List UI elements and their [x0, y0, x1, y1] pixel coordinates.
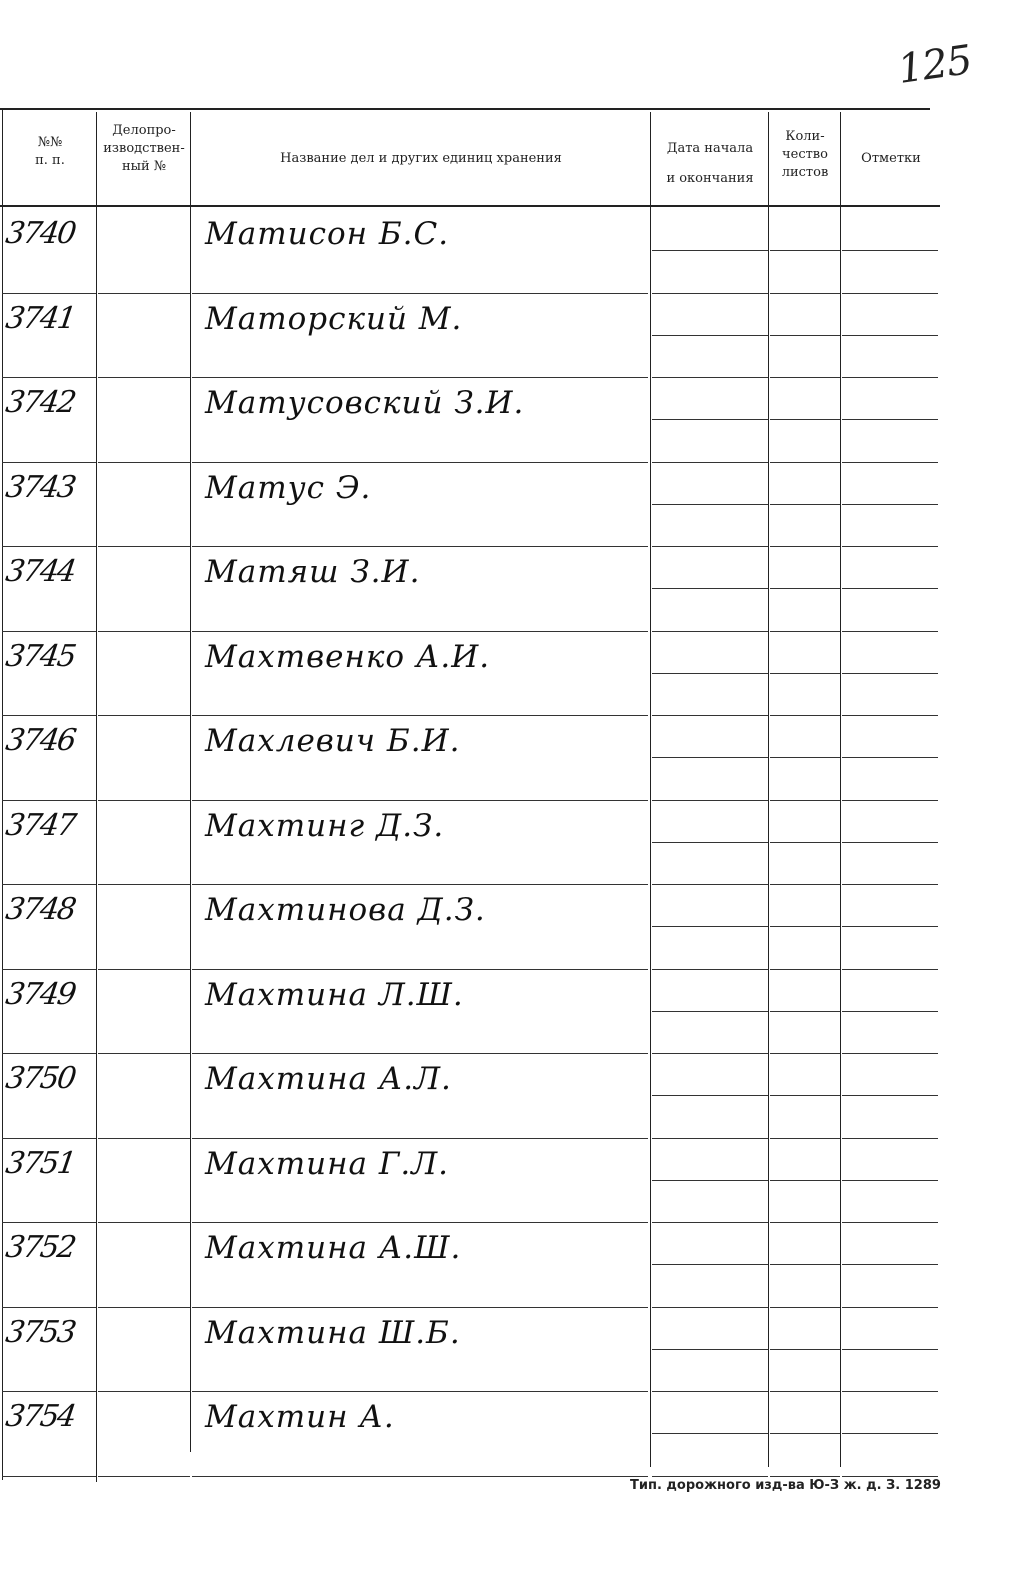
ruling-line [192, 1222, 648, 1223]
ruling-line [652, 1011, 768, 1012]
ruling-line [842, 1476, 938, 1477]
ruling-line [842, 462, 938, 463]
ruling-line [842, 1222, 938, 1223]
ruling-line [2, 969, 96, 970]
ruling-line [192, 1138, 648, 1139]
row-name: Махтина Л.Ш. [205, 976, 464, 1013]
row-name: Маторский М. [205, 300, 463, 337]
ruling-line [652, 462, 768, 463]
ruling-line [192, 377, 648, 378]
row-number: 3752 [3, 1230, 77, 1265]
printer-footer: Тип. дорожного изд-ва Ю-З ж. д. З. 1289 [630, 1478, 941, 1493]
ruling-line [652, 800, 768, 801]
ruling-line [842, 504, 938, 505]
row-number: 3747 [3, 807, 77, 843]
row-name: Махтинг Д.З. [205, 807, 445, 844]
ruling-line [770, 926, 840, 927]
row-number: 3750 [3, 1061, 77, 1096]
ruling-line [842, 969, 938, 970]
ruling-line [770, 1307, 840, 1308]
header-notes: Отметки [861, 151, 921, 166]
row-number: 3748 [3, 892, 77, 927]
ruling-line [98, 462, 190, 463]
ruling-line [770, 504, 840, 505]
row-number: 3742 [3, 385, 77, 420]
ruling-line [842, 546, 938, 547]
ruling-line [652, 1222, 768, 1223]
col-divider [840, 112, 841, 1467]
ruling-line [842, 842, 938, 843]
ruling-line [770, 1011, 840, 1012]
ruling-line [770, 969, 840, 970]
ruling-line [770, 250, 840, 251]
ruling-line [842, 1264, 938, 1265]
ruling-line [652, 335, 768, 336]
ruling-line [770, 1476, 840, 1477]
row-number: 3745 [3, 638, 77, 674]
ruling-line [770, 1095, 840, 1096]
ruling-line [98, 1138, 190, 1139]
ruling-line [192, 1476, 648, 1477]
row-name: Махтинова Д.З. [205, 892, 486, 928]
row-name: Махтина Ш.Б. [205, 1314, 461, 1351]
ruling-line [652, 842, 768, 843]
ruling-line [770, 757, 840, 758]
ruling-line [842, 673, 938, 674]
ruling-line [842, 250, 938, 251]
ruling-line [98, 546, 190, 547]
ruling-line [192, 1053, 648, 1054]
page-number: 125 [895, 37, 975, 93]
row-number: 3751 [3, 1145, 77, 1181]
ruling-line [652, 715, 768, 716]
ruling-line [770, 1222, 840, 1223]
col-divider [190, 112, 191, 1452]
row-name: Матус Э. [205, 469, 372, 506]
ruling-line [770, 1053, 840, 1054]
row-name: Махтвенко А.И. [205, 638, 491, 675]
ruling-line [2, 884, 96, 885]
ruling-line [842, 588, 938, 589]
header-rule [0, 205, 940, 207]
ruling-line [192, 800, 648, 801]
ruling-line [842, 1053, 938, 1054]
ruling-line [842, 1011, 938, 1012]
ruling-line [652, 673, 768, 674]
ruling-line [770, 462, 840, 463]
ruling-line [770, 715, 840, 716]
row-name: Махтин А. [205, 1399, 395, 1435]
row-name: Махлевич Б.И. [205, 723, 461, 759]
row-number: 3753 [3, 1314, 77, 1350]
top-rule [0, 108, 930, 110]
ruling-line [192, 462, 648, 463]
row-name: Матисон Б.С. [205, 216, 450, 252]
ruling-line [770, 1180, 840, 1181]
ruling-line [192, 1307, 648, 1308]
ruling-line [2, 462, 96, 463]
col-divider [2, 110, 3, 1480]
header-office: Делопро- изводствен- ный № [103, 123, 185, 174]
ruling-line [2, 293, 96, 294]
ruling-line [98, 1053, 190, 1054]
ruling-line [842, 335, 938, 336]
row-number: 3744 [3, 554, 77, 589]
ruling-line [770, 588, 840, 589]
ruling-line [2, 1476, 96, 1477]
ruling-line [842, 1391, 938, 1392]
ruling-line [98, 800, 190, 801]
row-name: Махтина А.Ш. [205, 1230, 462, 1266]
ruling-line [2, 715, 96, 716]
ruling-line [2, 1138, 96, 1139]
ruling-line [770, 377, 840, 378]
ruling-line [770, 546, 840, 547]
ruling-line [842, 800, 938, 801]
ruling-line [842, 757, 938, 758]
ruling-line [770, 1349, 840, 1350]
ruling-line [2, 1391, 96, 1392]
ruling-line [652, 757, 768, 758]
ruling-line [192, 715, 648, 716]
ruling-line [652, 1095, 768, 1096]
ruling-line [770, 800, 840, 801]
row-number: 3746 [3, 723, 77, 758]
ruling-line [2, 800, 96, 801]
ruling-line [652, 926, 768, 927]
col-divider [650, 112, 651, 1467]
ruling-line [842, 1307, 938, 1308]
ruling-line [770, 673, 840, 674]
ruling-line [770, 1138, 840, 1139]
row-number: 3740 [3, 216, 77, 251]
ruling-line [770, 1433, 840, 1434]
header-dates: Дата начала и окончания [666, 141, 754, 186]
ruling-line [842, 631, 938, 632]
ruling-line [98, 884, 190, 885]
ruling-line [842, 715, 938, 716]
ruling-line [842, 1138, 938, 1139]
row-number: 3754 [3, 1399, 77, 1434]
ruling-line [770, 1391, 840, 1392]
ruling-line [842, 293, 938, 294]
ruling-line [652, 1180, 768, 1181]
ruling-line [98, 715, 190, 716]
ruling-line [98, 1476, 190, 1477]
header-sheets: Коли- чество листов [781, 129, 829, 180]
ruling-line [652, 1264, 768, 1265]
ruling-line [652, 1138, 768, 1139]
ruling-line [652, 588, 768, 589]
ruling-line [652, 884, 768, 885]
ruling-line [98, 1307, 190, 1308]
ruling-line [652, 293, 768, 294]
ruling-line [652, 1349, 768, 1350]
ruling-line [842, 884, 938, 885]
row-number: 3741 [3, 300, 77, 336]
ruling-line [652, 1476, 768, 1477]
ruling-line [192, 546, 648, 547]
ruling-line [192, 1391, 648, 1392]
row-name: Матусовский З.И. [205, 385, 525, 421]
ruling-line [98, 293, 190, 294]
row-name: Матяш З.И. [205, 554, 421, 590]
ruling-line [652, 377, 768, 378]
ruling-line [98, 631, 190, 632]
ruling-line [652, 631, 768, 632]
ruling-line [652, 1433, 768, 1434]
ruling-line [842, 1349, 938, 1350]
ruling-line [2, 377, 96, 378]
ruling-line [770, 842, 840, 843]
ruling-line [652, 250, 768, 251]
row-number: 3749 [3, 976, 77, 1012]
ruling-line [2, 1307, 96, 1308]
ruling-line [842, 1180, 938, 1181]
ruling-line [770, 631, 840, 632]
ruling-line [770, 293, 840, 294]
ruling-line [770, 335, 840, 336]
ruling-line [2, 1053, 96, 1054]
ruling-line [652, 969, 768, 970]
ruling-line [770, 884, 840, 885]
row-name: Махтина Г.Л. [205, 1145, 449, 1182]
header-title: Название дел и других единиц хранения [280, 151, 562, 166]
ruling-line [652, 504, 768, 505]
ruling-line [652, 1307, 768, 1308]
col-divider [768, 112, 769, 1467]
ruling-line [842, 419, 938, 420]
ruling-line [652, 1053, 768, 1054]
ruling-line [770, 419, 840, 420]
ruling-line [192, 631, 648, 632]
ruling-line [98, 377, 190, 378]
ruling-line [192, 884, 648, 885]
ruling-line [2, 1222, 96, 1223]
ruling-line [2, 546, 96, 547]
ruling-line [770, 1264, 840, 1265]
header-num: №№ п. п. [35, 135, 65, 168]
ruling-line [652, 419, 768, 420]
ruling-line [842, 1095, 938, 1096]
row-number: 3743 [3, 469, 77, 505]
ruling-line [652, 1391, 768, 1392]
ruling-line [842, 1433, 938, 1434]
ruling-line [2, 631, 96, 632]
ruling-line [652, 546, 768, 547]
ruling-line [192, 293, 648, 294]
ruling-line [192, 969, 648, 970]
ruling-line [98, 1391, 190, 1392]
row-name: Махтина А.Л. [205, 1061, 452, 1097]
ruling-line [98, 969, 190, 970]
ruling-line [842, 377, 938, 378]
ruling-line [842, 926, 938, 927]
ruling-line [98, 1222, 190, 1223]
